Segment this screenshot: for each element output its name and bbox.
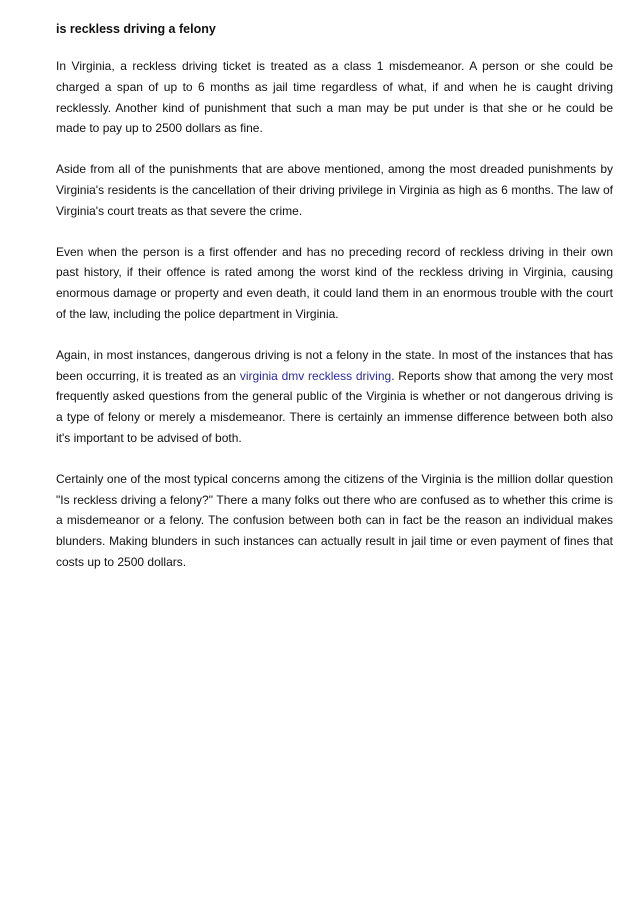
virginia-dmv-reckless-driving-link[interactable]: virginia dmv reckless driving [239,368,392,383]
paragraph-4-text-after-link: . Reports show that among the very most frequently asked questions from the general public of the Virginia is whether or not dangerous driving is a type of felony or merely a misdemeanor. There is certainly an immense difference between both also it's important to be advised of both. [56,368,614,445]
paragraph-4-text-before-link: Again, in most instances, dangerous driving is not a felony in the state. In most of the instances that has been occurring, it is treated as an [56,347,613,383]
paragraph-5: Certainly one of the most typical concerns among the citizens of the Virginia is the million dollar question "Is reckless driving a felony?" There a many folks out there who are confused as to whether this crime is a misdemeanor or a felony. The confusion between both can in fact be the reason an individual makes blunders. Making blunders in such instances can actually result in jail time or even payment of fines that costs up to 2500 dollars. [56,471,613,569]
paragraph-1: In Virginia, a reckless driving ticket is treated as a class 1 misdemeanor. A person or she could be charged a span of up to 6 months as jail time regardless of what, if and when he is caught driving recklessly. Another kind of punishment that such a man may be put under is that she or he could be made to pay up to 2500 dollars as fine. [56,59,613,136]
paragraph-4 [56,345,613,449]
paragraph-2: Aside from all of the punishments that are above mentioned, among the most dreaded punishments by Virginia's residents is the cancellation of their driving privilege in Virginia as high as 6 months. The law of Virginia's court treats as that severe the crime. [56,162,613,218]
paragraph-3: Even when the person is a first offender and has no preceding record of reckless driving in their own past history, if their offence is rated among the worst kind of the reckless driving in Virginia, causing enormous damage or property and even death, it could land them in an enormous trouble with the court of the law, including the police department in Virginia. [56,244,613,321]
document-page [56,20,613,593]
document-title: is reckless driving a felony [56,22,216,36]
